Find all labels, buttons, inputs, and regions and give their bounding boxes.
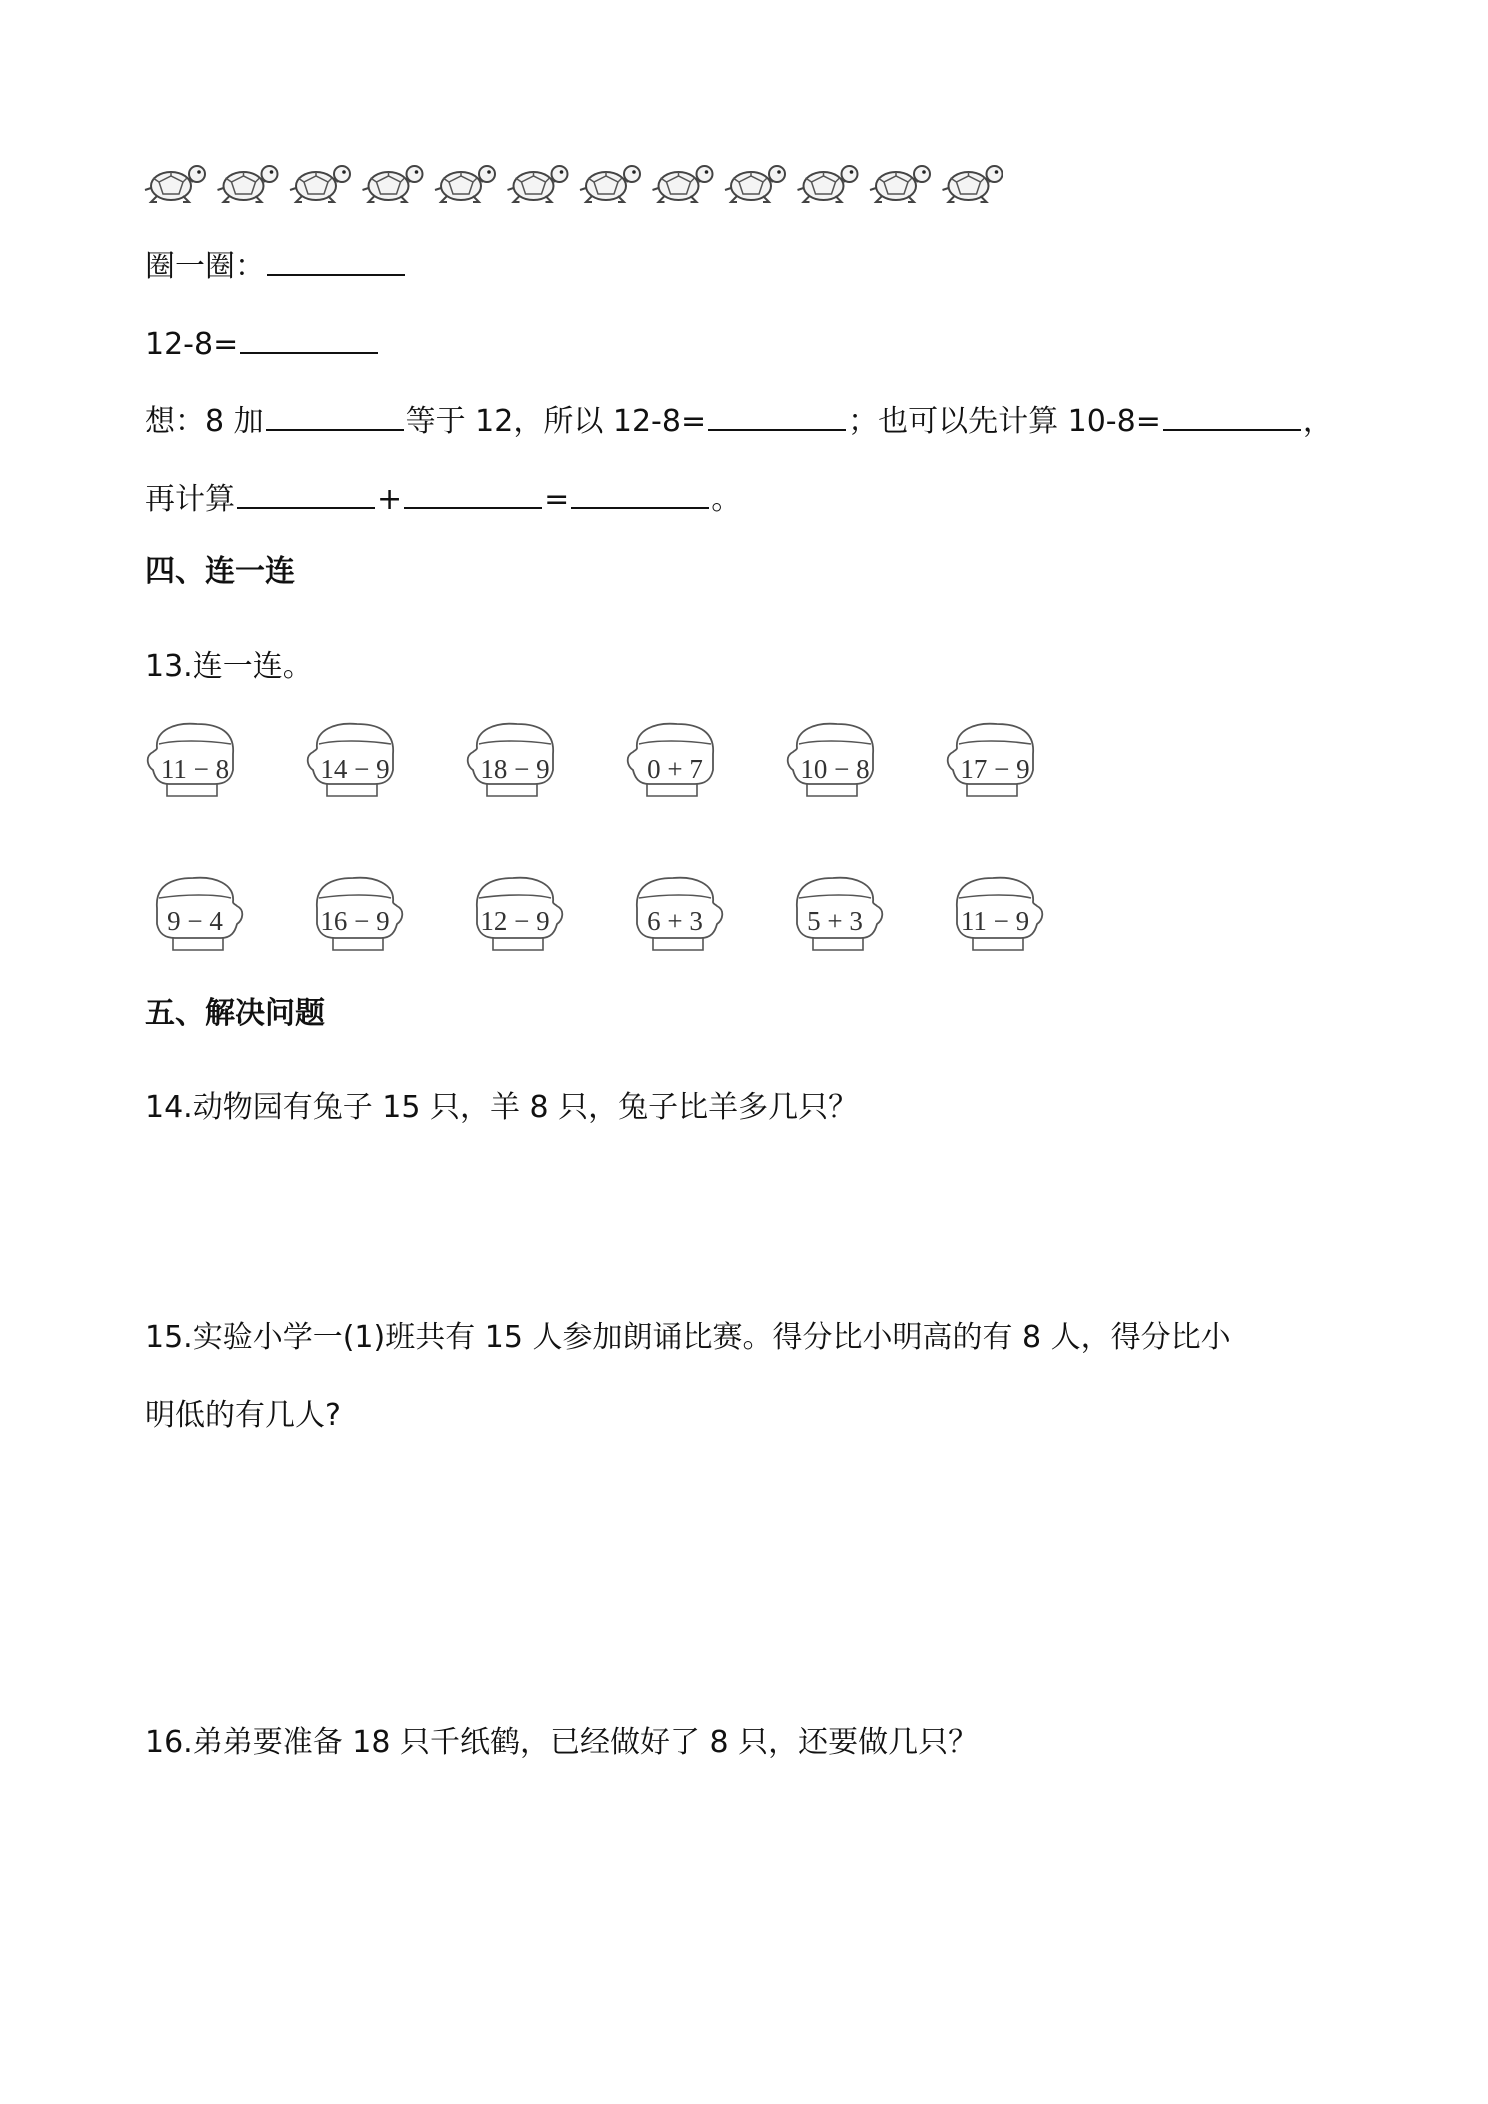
think-text-4: ， (1302, 404, 1333, 439)
mitten-expression: 9 − 4 (167, 906, 223, 936)
calc-blank-2[interactable] (404, 475, 542, 509)
mitten-expression: 16 − 9 (320, 906, 390, 936)
mitten-card[interactable] (945, 718, 1045, 802)
mitten-expression: 0 + 7 (647, 754, 703, 784)
mitten-expression: 18 − 9 (480, 754, 550, 784)
think-text-2: 等于 12，所以 12-8= (405, 404, 707, 439)
calc-equals: = (544, 482, 570, 517)
circle-blank[interactable] (267, 242, 405, 276)
mitten-card[interactable] (785, 718, 885, 802)
calc-line (145, 475, 741, 520)
equation-text: 12-8= (145, 327, 239, 362)
turtle-row (143, 152, 1003, 212)
calc-plus: + (377, 482, 403, 517)
circle-label: 圈一圈： (145, 249, 265, 284)
turtle-icon (508, 166, 568, 202)
mitten-expression: 12 − 9 (480, 906, 550, 936)
turtle-icon (798, 166, 858, 202)
turtle-icon (725, 166, 785, 202)
turtle-icon (943, 166, 1003, 202)
mitten-card[interactable] (465, 718, 565, 802)
question-15-line-1: 15.实验小学一(1)班共有 15 人参加朗诵比赛。得分比小明高的有 8 人，得分比小 (145, 1320, 1231, 1355)
mitten-card[interactable] (945, 872, 1045, 956)
mitten-card[interactable] (305, 718, 405, 802)
mitten-card[interactable] (305, 872, 405, 956)
mitten-card[interactable] (625, 718, 725, 802)
mitten-expression: 11 − 8 (160, 754, 230, 784)
circle-line (145, 242, 407, 287)
calc-blank-1[interactable] (237, 475, 375, 509)
mitten-expression: 6 + 3 (647, 906, 703, 936)
turtle-icon (218, 166, 278, 202)
equation-line (145, 320, 380, 365)
calc-text: 再计算 (145, 482, 235, 517)
turtle-icon (290, 166, 350, 202)
mitten-expression: 17 − 9 (960, 754, 1030, 784)
turtle-icon (145, 166, 205, 202)
question-14: 14.动物园有兔子 15 只，羊 8 只，兔子比羊多几只？ (145, 1090, 859, 1125)
think-blank-2[interactable] (708, 397, 846, 431)
think-blank-1[interactable] (266, 397, 404, 431)
mitten-card[interactable] (145, 872, 245, 956)
think-text-1: 想：8 加 (145, 404, 264, 439)
turtle-icon (580, 166, 640, 202)
mitten-card[interactable] (145, 718, 245, 802)
mitten-expression: 11 − 9 (960, 906, 1030, 936)
mitten-expression: 5 + 3 (807, 906, 863, 936)
mitten-expression: 14 − 9 (320, 754, 390, 784)
calc-blank-3[interactable] (571, 475, 709, 509)
turtle-icon (435, 166, 495, 202)
mitten-card[interactable] (625, 872, 725, 956)
section-5-heading: 五、解决问题 (145, 996, 325, 1031)
section-4-heading: 四、连一连 (145, 554, 295, 589)
question-13: 13.连一连。 (145, 649, 313, 684)
think-text-3: ；也可以先计算 10-8= (848, 404, 1161, 439)
think-blank-3[interactable] (1163, 397, 1301, 431)
equation-blank[interactable] (240, 320, 378, 354)
mitten-card[interactable] (465, 872, 565, 956)
question-15-line-2: 明低的有几人? (145, 1398, 341, 1433)
calc-end: 。 (711, 482, 742, 517)
turtle-icon (653, 166, 713, 202)
turtle-icon (363, 166, 423, 202)
think-line (145, 397, 1333, 442)
turtle-icon (870, 166, 930, 202)
mitten-card[interactable] (785, 872, 885, 956)
mitten-expression: 10 − 8 (800, 754, 870, 784)
question-16: 16.弟弟要准备 18 只千纸鹤，已经做好了 8 只，还要做几只？ (145, 1725, 979, 1760)
